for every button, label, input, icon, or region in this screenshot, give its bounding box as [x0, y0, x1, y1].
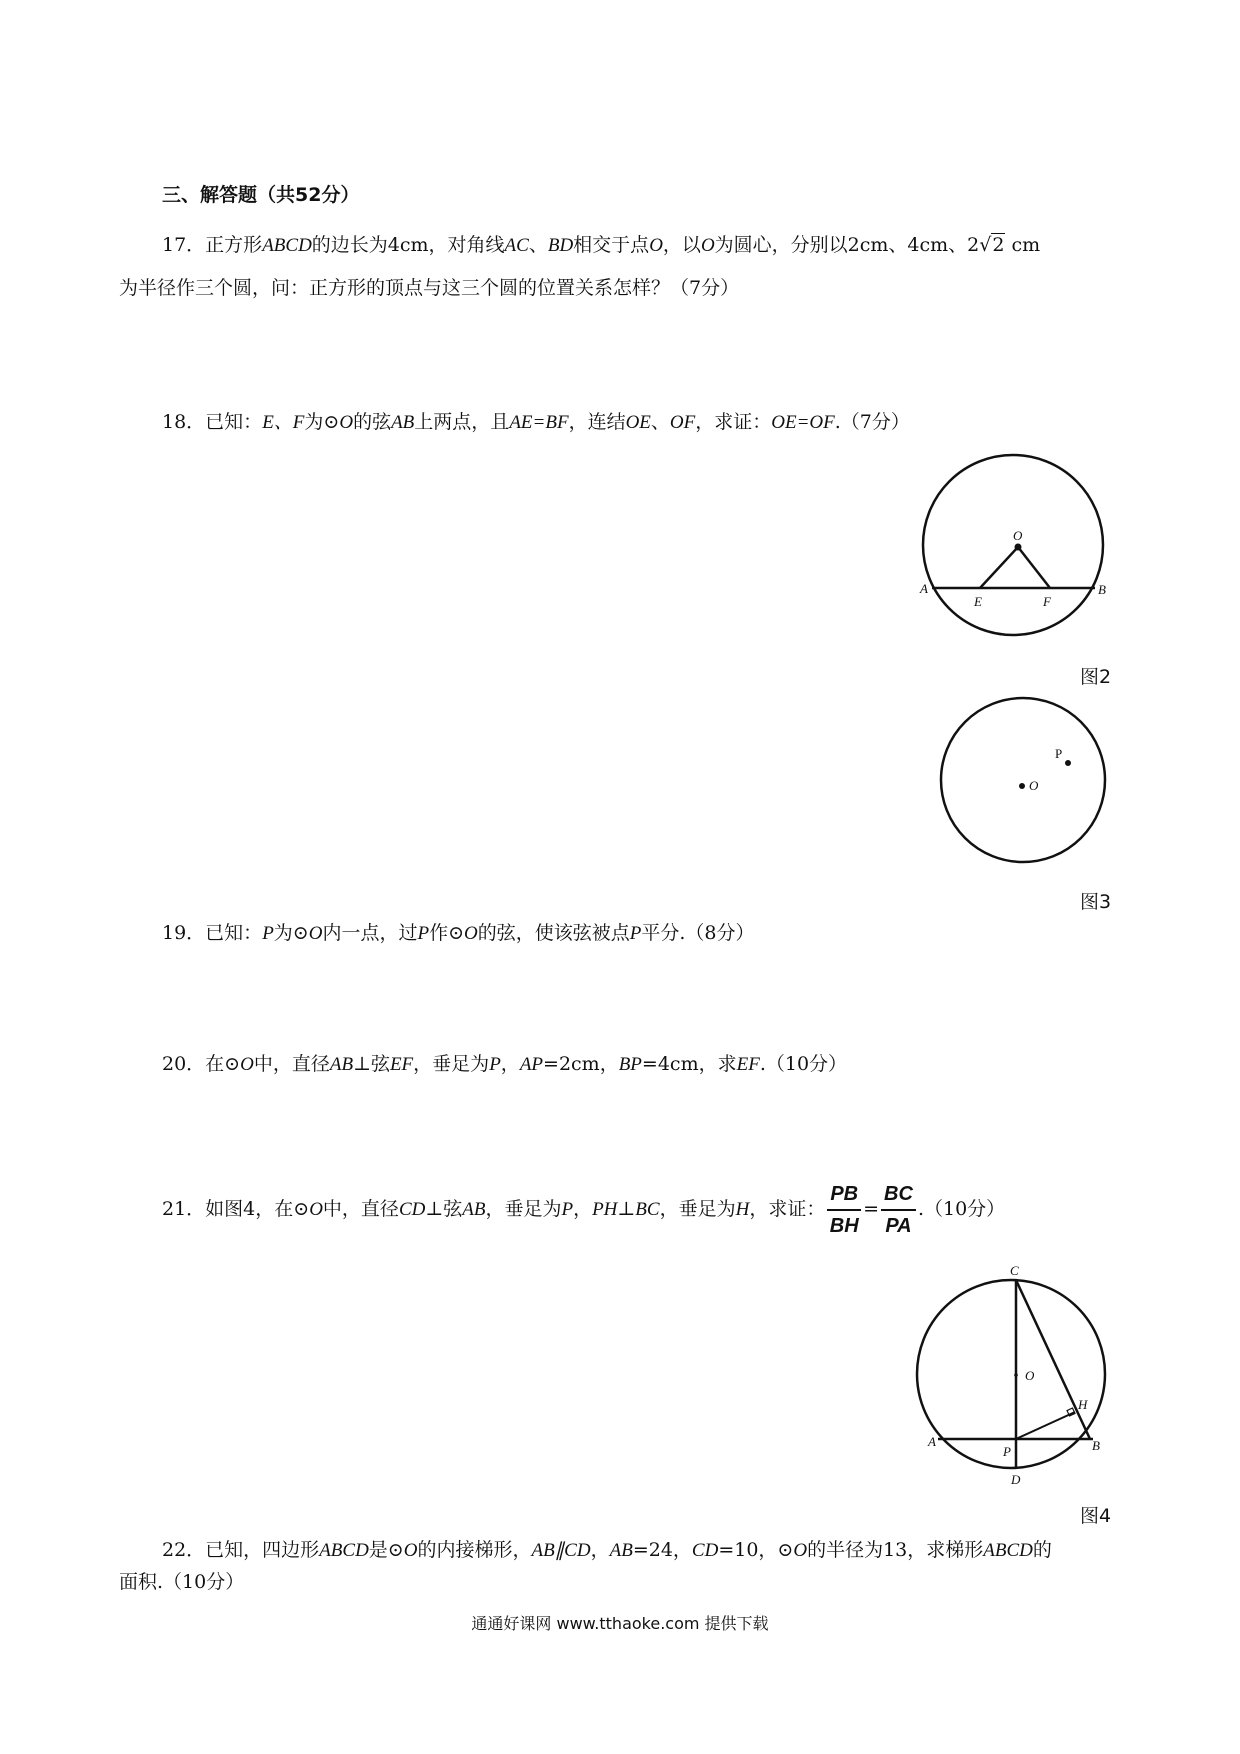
question-17-line2: 为半径作三个圆，问：正方形的顶点与这三个圆的位置关系怎样？（7分） — [119, 277, 740, 299]
fig2-label-a: A — [920, 581, 928, 596]
question-19: 19．已知：P为⊙O内一点，过P作⊙O的弦，使该弦被点P平分.（8分） — [162, 922, 755, 944]
fig2-label-o: O — [1013, 528, 1023, 543]
figure-3-caption: 图3 — [1080, 891, 1112, 913]
figure-2-circle-chord — [910, 450, 1110, 650]
fig2-label-b: B — [1098, 582, 1106, 597]
fig4-label-o: O — [1025, 1368, 1035, 1383]
sqrt-expression: √2 — [979, 234, 1005, 256]
figure-2-caption: 图2 — [1080, 666, 1112, 688]
question-22-line2: 面积.（10分） — [119, 1571, 245, 1593]
figure-4-circle-diameter — [912, 1255, 1112, 1495]
fig4-label-d: D — [1011, 1472, 1021, 1487]
fig4-label-c: C — [1010, 1263, 1019, 1278]
fraction-pb-bh: $\frac{PB}{BH}$ — [827, 1180, 861, 1240]
fig4-label-a: A — [928, 1434, 936, 1449]
question-20: 20．在⊙O中，直径AB⊥弦EF，垂足为P，AP=2cm，BP=4cm，求EF.（10分） — [162, 1053, 848, 1075]
question-22: 22．已知，四边形ABCD是⊙O的内接梯形，AB∥CD，AB=24，CD=10，⊙O的半径为13，求梯形ABCD的 — [162, 1539, 1052, 1561]
fraction-bc-pa: $\frac{BC}{PA}$ — [881, 1180, 916, 1240]
fig2-label-e: E — [974, 594, 982, 609]
question-17: 17．正方形ABCD的边长为4cm，对角线AC、BD相交于点O，以O为圆心，分别以2cm、4cm、2√2 cm — [162, 231, 1040, 260]
fig4-label-p: P — [1003, 1444, 1011, 1459]
figure-4-caption: 图4 — [1080, 1505, 1112, 1527]
fig4-label-b: B — [1092, 1438, 1100, 1453]
fig3-label-p: P — [1055, 746, 1063, 761]
question-21: 21．如图4，在⊙O中，直径CD⊥弦AB，垂足为P，PH⊥BC，垂足为H，求证： $\frac{PB}{BH}$ = $\frac{BC}{PA}$ .（10分） — [162, 1180, 1005, 1240]
fig3-label-o: O — [1029, 778, 1039, 793]
fig4-label-h: H — [1078, 1397, 1088, 1412]
footer-source: 通通好课网 www.tthaoke.com 提供下载 — [471, 1614, 769, 1633]
question-18: 18．已知：E、F为⊙O的弦AB上两点，且AE=BF，连结OE、OF，求证：OE=OF.（7分） — [162, 411, 910, 433]
fig2-label-f: F — [1043, 594, 1051, 609]
section-heading: 三、解答题（共52分） — [162, 184, 360, 206]
figure-3-circle-point — [935, 695, 1135, 875]
